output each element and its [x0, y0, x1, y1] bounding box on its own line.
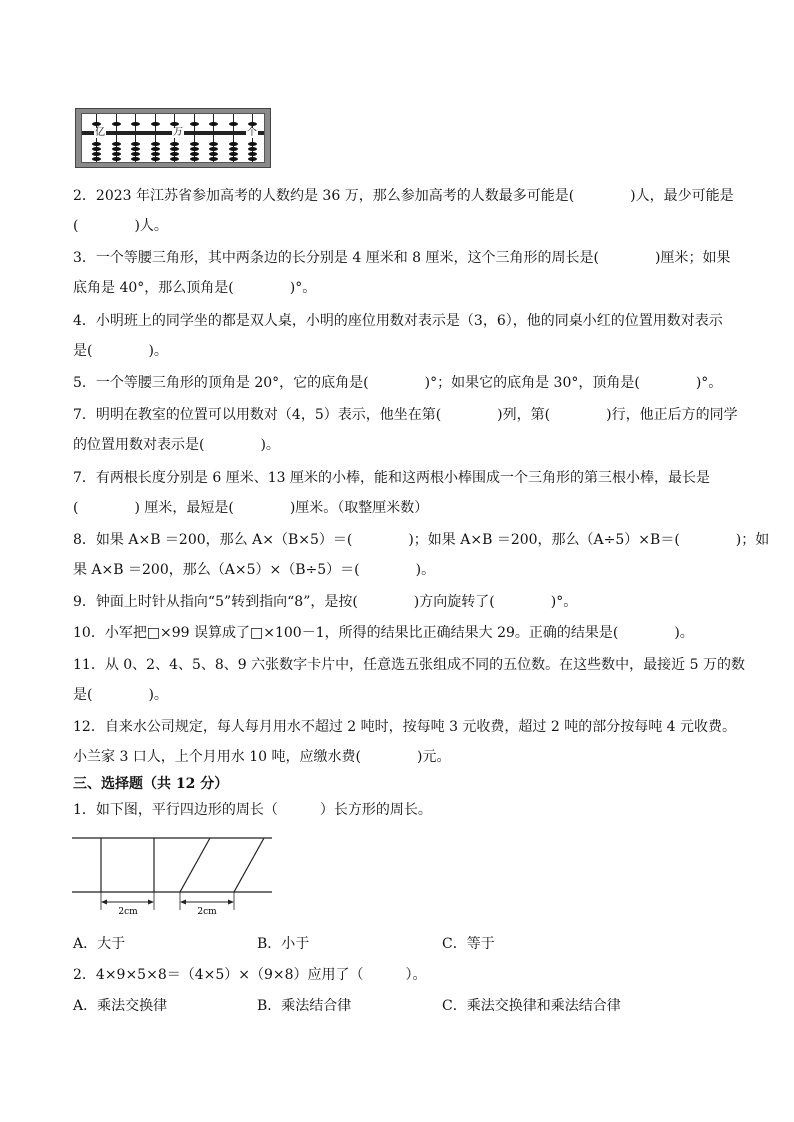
abacus-lower-bead [190, 147, 199, 151]
abacus-lower-bead [209, 142, 218, 146]
abacus-lower-bead [92, 142, 101, 146]
abacus-lower-bead [170, 142, 179, 146]
q9-line-1: 9．钟面上时针从指向“5”转到指向“8”，是按( )方向旋转了( )°。 [73, 594, 578, 610]
abacus-upper-bead [131, 122, 140, 126]
parallel-lines-figure [72, 832, 272, 916]
q8-line-1: 8．如果 A×B ＝200，那么 A×（B×5）＝( )；如果 A×B ＝200，那么（A÷5）×B＝( )；如 [73, 532, 770, 548]
choice1-stem: 1．如下图，平行四边形的周长（ ）长方形的周长。 [73, 802, 432, 818]
q2-line-1: 2．2023 年江苏省参加高考的人数约是 36 万，那么参加高考的人数最多可能是( )人，最少可能是 [73, 188, 734, 204]
abacus-label-yi: 亿 [95, 127, 105, 138]
abacus-lower-bead [112, 147, 121, 151]
abacus-lower-bead [248, 147, 257, 151]
abacus-lower-bead [151, 147, 160, 151]
abacus-image [75, 108, 271, 168]
abacus-upper-bead [92, 122, 101, 126]
abacus-lower-bead [131, 142, 140, 146]
abacus-lower-bead [190, 157, 199, 161]
abacus-upper-bead [190, 122, 199, 126]
choice1-option-b: B．小于 [257, 936, 310, 952]
abacus-lower-bead [209, 147, 218, 151]
abacus-lower-bead [190, 152, 199, 156]
abacus-upper-bead [229, 122, 238, 126]
abacus-lower-bead [229, 142, 238, 146]
abacus-lower-bead [131, 157, 140, 161]
abacus-lower-bead [112, 142, 121, 146]
abacus-lower-bead [248, 152, 257, 156]
abacus-lower-bead [209, 157, 218, 161]
left-dimension-label: 2cm [118, 907, 138, 916]
q7b-line-1: 7．有两根长度分别是 6 厘米、13 厘米的小棒，能和这两根小棒围成一个三角形的第三根小棒，最长是 [73, 470, 710, 486]
abacus-lower-bead [151, 142, 160, 146]
q4-line-2: 是( )。 [73, 343, 168, 359]
right-dimension-label: 2cm [197, 907, 217, 916]
abacus-frame [81, 113, 265, 163]
q4-line-1: 4．小明班上的同学坐的都是双人桌，小明的座位用数对表示是（3，6），他的同桌小红的位置用数对表示 [73, 313, 723, 329]
abacus-lower-bead [170, 147, 179, 151]
q7b-line-2: ( ) 厘米，最短是( )厘米。（取整厘米数） [73, 500, 429, 516]
choice1-option-c: C．等于 [442, 936, 495, 952]
q11-line-2: 是( )。 [73, 687, 168, 703]
abacus-lower-bead [92, 152, 101, 156]
abacus-lower-bead [190, 142, 199, 146]
abacus-upper-bead [248, 122, 257, 126]
q2-line-2: ( )人。 [73, 218, 168, 234]
q12-line-2: 小兰家 3 口人，上个月用水 10 吨，应缴水费( )元。 [73, 749, 451, 765]
abacus-upper-bead [112, 122, 121, 126]
q10-line-1: 10．小军把□×99 误算成了□×100－1，所得的结果比正确结果大 29。正确的结果是( )。 [73, 625, 694, 641]
abacus-lower-bead [92, 147, 101, 151]
abacus-lower-bead [151, 157, 160, 161]
abacus-lower-bead [229, 157, 238, 161]
q5-line-1: 5．一个等腰三角形的顶角是 20°，它的底角是( )°；如果它的底角是 30°，顶角是( )°。 [73, 375, 723, 391]
abacus-upper-bead [170, 122, 179, 126]
section-title: 三、选择题（共 12 分） [73, 776, 229, 792]
choice2-option-b: B．乘法结合律 [257, 998, 352, 1014]
abacus-lower-bead [131, 147, 140, 151]
abacus-lower-bead [248, 157, 257, 161]
abacus-lower-bead [131, 152, 140, 156]
q3-line-1: 3．一个等腰三角形，其中两条边的长分别是 4 厘米和 8 厘米，这个三角形的周长是( )厘米；如果 [73, 250, 731, 266]
abacus-upper-bead [151, 122, 160, 126]
abacus-lower-bead [229, 147, 238, 151]
q11-line-1: 11．从 0、2、4、5、8、9 六张数字卡片中，任意选五张组成不同的五位数。在这些数中，最接近 5 万的数 [73, 657, 745, 673]
choice2-option-c: C．乘法交换律和乘法结合律 [442, 998, 621, 1014]
choice2-option-a: A．乘法交换律 [73, 998, 168, 1014]
q7a-line-1: 7．明明在教室的位置可以用数对（4，5）表示，他坐在第( )列，第( )行，他正后方的同学 [73, 407, 738, 423]
abacus-lower-bead [92, 157, 101, 161]
q7a-line-2: 的位置用数对表示是( )。 [73, 437, 280, 453]
abacus-lower-bead [170, 152, 179, 156]
q12-line-1: 12．自来水公司规定，每人每月用水不超过 2 吨时，按每吨 3 元收费，超过 2 吨的部分按每吨 4 元收费。 [73, 719, 737, 735]
abacus-lower-bead [170, 157, 179, 161]
abacus-lower-bead [112, 152, 121, 156]
choice1-option-a: A．大于 [73, 936, 126, 952]
parallelogram-right-side [234, 838, 264, 892]
abacus-lower-bead [229, 152, 238, 156]
choice2-stem: 2．4×9×5×8＝（4×5）×（9×8）应用了（ ）。 [73, 967, 427, 983]
abacus-label-ge: 个 [247, 127, 257, 138]
abacus-lower-bead [151, 152, 160, 156]
q3-line-2: 底角是 40°，那么顶角是( )°。 [73, 280, 317, 296]
parallelogram-left-side [180, 838, 210, 892]
abacus-upper-bead [209, 122, 218, 126]
abacus-lower-bead [248, 142, 257, 146]
abacus-lower-bead [209, 152, 218, 156]
abacus-label-wan: 万 [173, 127, 183, 138]
q8-line-2: 果 A×B ＝200，那么（A×5）×（B÷5）＝( )。 [73, 562, 436, 578]
abacus-lower-bead [112, 157, 121, 161]
